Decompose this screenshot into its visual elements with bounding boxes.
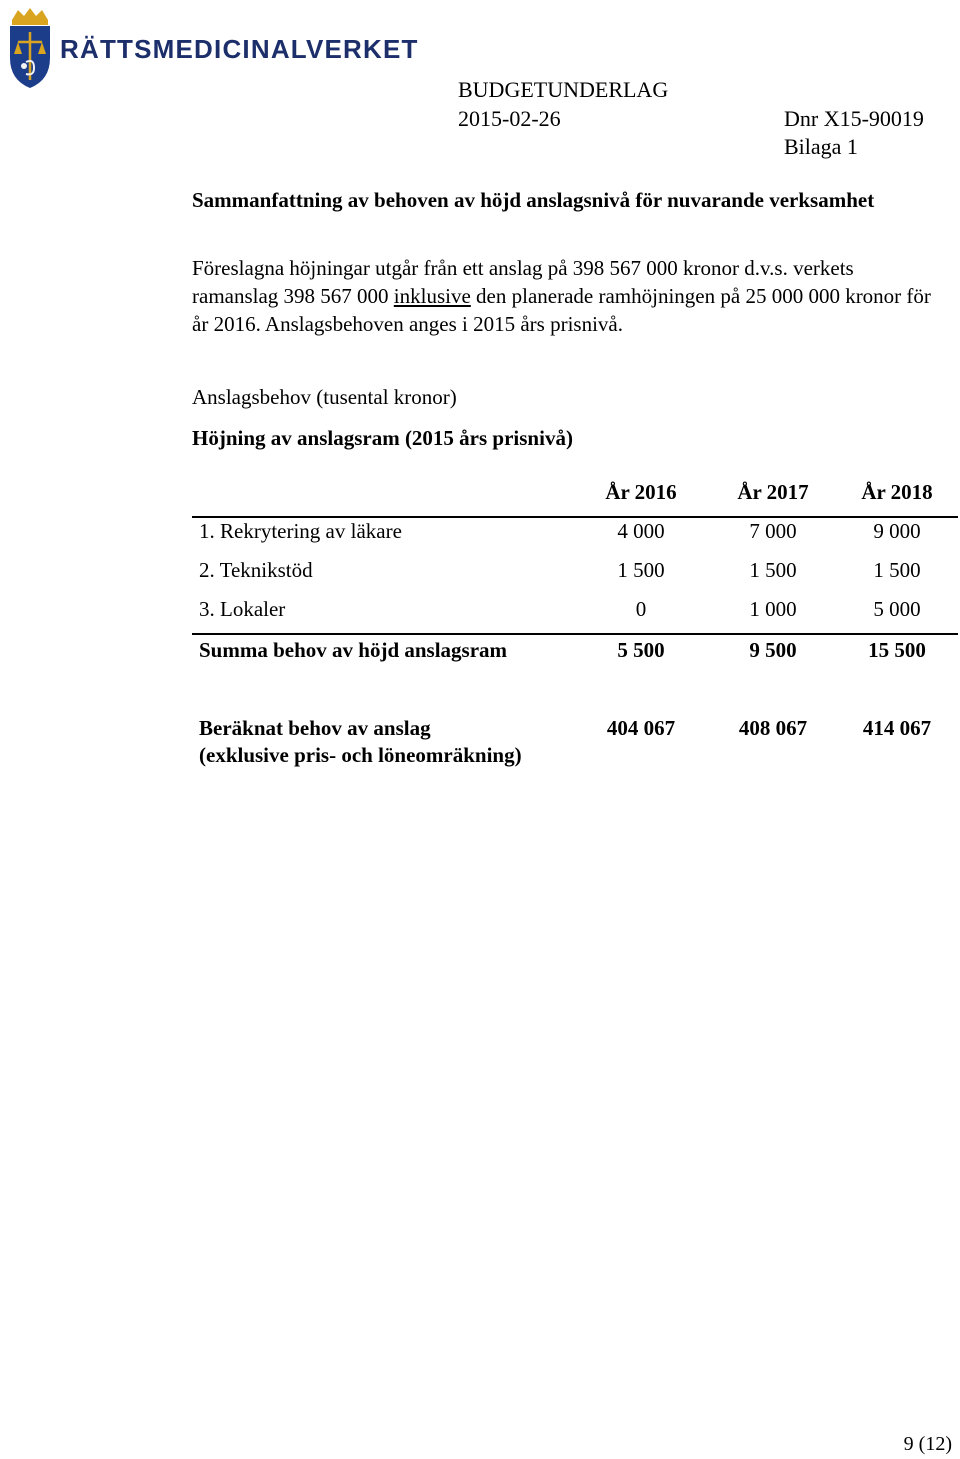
total-row-note: (exklusive pris- och löneomräkning) [199,743,522,767]
page-number: 9 (12) [903,1433,952,1455]
organization-name: RÄTTSMEDICINALVERKET [60,34,419,64]
paragraph-text-start: Föreslagna höjningar utgår från ett anslag på 398 567 000 kronor d.v.s. verkets ramanslag 398 567 000 [192,256,854,308]
column-header: År 2017 [737,480,809,504]
table-rule-top [192,516,958,518]
table-title: Anslagsbehov (tusental kronor) [192,385,457,409]
table-cell: 1 000 [749,597,797,621]
sum-row-label: Summa behov av höjd anslagsram [199,638,508,662]
table-cell: 1 500 [873,558,921,582]
section-heading: Sammanfattning av behoven av höjd anslagsnivå för nuvarande verksamhet [192,188,875,212]
total-cell: 414 067 [862,716,932,740]
attachment-label: Bilaga 1 [784,134,858,159]
table-cell: 5 000 [873,597,921,621]
table-cell: 0 [635,597,647,621]
sum-cell: 5 500 [617,638,665,662]
summary-paragraph [192,254,944,338]
table-cell: 7 000 [749,519,797,543]
total-row-label: Beräknat behov av anslag [199,716,431,740]
table-subtitle: Höjning av anslagsram (2015 års prisnivå) [192,426,573,450]
table-cell: 9 000 [873,519,921,543]
coat-of-arms-icon [4,6,56,90]
document-date: 2015-02-26 [458,106,561,131]
table-cell: 1 500 [749,558,797,582]
total-cell: 404 067 [606,716,676,740]
total-cell: 408 067 [738,716,808,740]
table-cell: 4 000 [617,519,665,543]
table-cell: 1 500 [617,558,665,582]
paragraph-underlined-word: inklusive [393,284,471,308]
table-rule-sum [192,633,958,635]
document-number: Dnr X15-90019 [784,106,924,131]
document-type: BUDGETUNDERLAG [458,77,669,102]
row-label: 2. Teknikstöd [199,558,313,582]
row-label: 1. Rekrytering av läkare [199,519,402,543]
sum-cell: 9 500 [749,638,797,662]
column-header: År 2018 [861,480,933,504]
paragraph-text-end: den planerade ramhöjningen på 25 000 000 kronor för år 2016. Anslagsbehoven anges i 2015 års prisnivå. [192,284,931,336]
row-label: 3. Lokaler [199,597,286,621]
sum-cell: 15 500 [868,638,926,662]
column-header: År 2016 [605,480,677,504]
